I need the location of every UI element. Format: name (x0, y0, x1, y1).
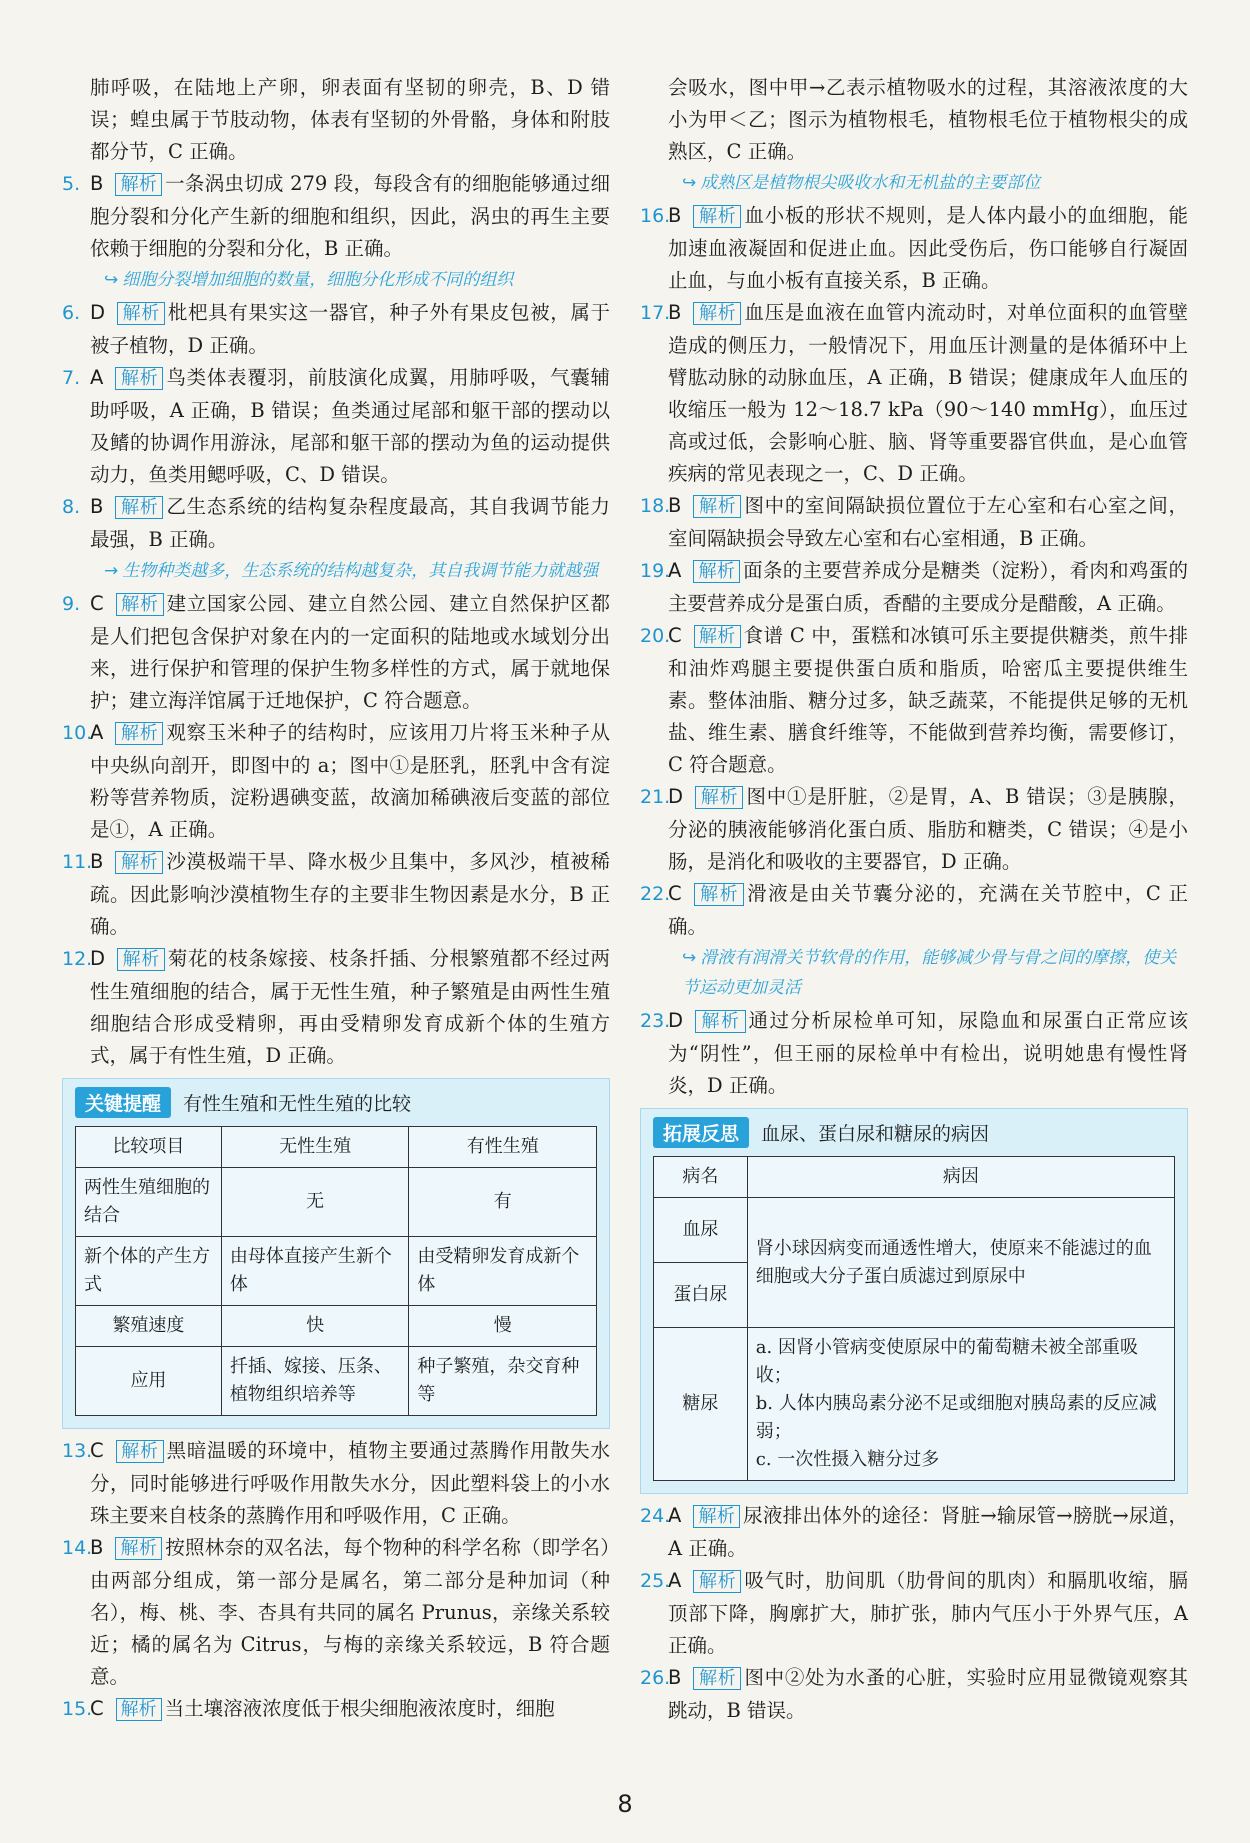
analysis-text: 一条涡虫切成 279 段，每段含有的细胞能够通过细胞分裂和分化产生新的细胞和组织，因此，涡虫的再生主要依赖于细胞的分裂和分化，B 正确。 (90, 172, 610, 260)
arrow-icon: ↪ (104, 270, 119, 290)
arrow-icon: ↪ (682, 173, 697, 193)
answer-q10: 10. A 解析 观察玉米种子的结构时，应该用刀片将玉米种子从中央纵向剖开，即图中的 a；图中①是胚乳，胚乳中含有淀粉等营养物质，淀粉遇碘变蓝，故滴加稀碘液后变蓝的部位是①，A 正确。 (62, 721, 610, 841)
left-intro: 肺呼吸，在陆地上产卵，卵表面有坚韧的卵壳，B、D 错误；蝗虫属于节肢动物，体表有坚韧的外骨骼，身体和附肢都分节，C 正确。 (90, 76, 610, 163)
answer-q18: 18. B 解析 图中的室间隔缺损位置位于左心室和右心室之间，室间隔缺损会导致左心室和右心室相通，B 正确。 (640, 494, 1188, 550)
answer-q21: 21. D 解析 图中①是肝脏，②是胃，A、B 错误；③是胰腺，分泌的胰液能够消化蛋白质、脂肪和糖类，C 错误；④是小肠，是消化和吸收的主要器官，D 正确。 (640, 785, 1188, 873)
table-header: 比较项目 (76, 1127, 222, 1168)
table-row: 蛋白尿 (654, 1263, 1175, 1328)
page-number: 8 (617, 1790, 633, 1818)
table-row: 两性生殖细胞的结合 无 有 (76, 1168, 597, 1237)
table-row: 血尿 肾小球因病变而通透性增大，使原来不能滤过的血细胞或大分子蛋白质滤过到原尿中 (654, 1198, 1175, 1263)
answer-q17: 17. B 解析 血压是血液在血管内流动时，对单位面积的血管壁造成的侧压力，一般情况下，用血压计测量的是体循环中上臂肱动脉的动脉血压，A 正确，B 错误；健康成年人血压的收缩压一般为 12～18.7 kPa（90～140 mmHg），血压过高或过低，会影响心脏、脑、肾等重要器官供血，是心血管疾病的常见表现之一，C、D 正确。 (640, 301, 1188, 485)
arrow-icon: → (104, 561, 119, 581)
answer-letter: B (90, 172, 104, 195)
answer-q9: 9. C 解析 建立国家公园、建立自然公园、建立自然保护区都是人们把包含保护对象在内的一定面积的陆地或水域划分出来，进行保护和管理的保护生物多样性的方式，属于就地保护；建立海洋馆属于迁地保护，C 符合题意。 (62, 592, 610, 712)
key-reminder-box (62, 1078, 610, 1429)
analysis-tag: 解析 (115, 173, 162, 196)
answer-q19: 19. A 解析 面条的主要营养成分是糖类（淀粉），肴肉和鸡蛋的主要营养成分是蛋白质，香醋的主要成分是醋酸，A 正确。 (640, 559, 1188, 615)
question-number: 5. (62, 173, 81, 195)
answer-q16: 16. B 解析 血小板的形状不规则，是人体内最小的血细胞，能加速血液凝固和促进止血。因此受伤后，伤口能够自行凝固止血，与血小板有直接关系，B 正确。 (640, 204, 1188, 292)
answer-q6: 6. D 解析 枇杷具有果实这一器官，种子外有果皮包被，属于被子植物，D 正确。 (62, 301, 610, 357)
extension-box (640, 1108, 1188, 1494)
left-column (62, 72, 610, 1726)
answer-q8: 8. B 解析 乙生态系统的结构复杂程度最高，其自我调节能力最强，B 正确。 (62, 495, 610, 551)
answer-q26: 26. B 解析 图中②处为水蚤的心脏，实验时应用显微镜观察其跳动，B 错误。 (640, 1666, 1188, 1722)
handwritten-note-q5: ↪ 细胞分裂增加细胞的数量，细胞分化形成不同的组织 (104, 270, 514, 290)
answer-q22: 22. C 解析 滑液是由关节囊分泌的，充满在关节腔中，C 正确。 (640, 882, 1188, 938)
handwritten-note-q8: → 生物种类越多，生态系统的结构越复杂，其自我调节能力就越强 (104, 561, 599, 581)
handwritten-note-q15: ↪ 成熟区是植物根尖吸收水和无机盐的主要部位 (682, 173, 1041, 193)
answer-q11: 11. B 解析 沙漠极端干旱、降水极少且集中，多风沙，植被稀疏。因此影响沙漠植物生存的主要非生物因素是水分，B 正确。 (62, 850, 610, 938)
answer-q20: 20. C 解析 食谱 C 中，蛋糕和冰镇可乐主要提供糖类，煎牛排和油炸鸡腿主要提供蛋白质和脂质，哈密瓜主要提供维生素。整体油脂、糖分过多，缺乏蔬菜，不能提供足够的无机盐、维生素、膳食纤维等，不能做到营养均衡，需要修订，C 符合题意。 (640, 624, 1188, 776)
answer-q25: 25. A 解析 吸气时，肋间肌（肋骨间的肌肉）和膈肌收缩，膈顶部下降，胸廓扩大，肺扩张，肺内气压小于外界气压，A 正确。 (640, 1569, 1188, 1657)
answer-q23: 23. D 解析 通过分析尿检单可知，尿隐血和尿蛋白正常应该为“阴性”，但王丽的尿检单中有检出，说明她患有慢性肾炎，D 正确。 (640, 1009, 1188, 1097)
reproduction-comparison-table (75, 1126, 597, 1416)
answer-q5 (62, 168, 610, 265)
table-row: 应用 扦插、嫁接、压条、植物组织培养等 种子繁殖，杂交育种等 (76, 1347, 597, 1416)
key-reminder-badge: 关键提醒 (75, 1087, 171, 1118)
table-header: 有性生殖 (409, 1127, 597, 1168)
handwritten-note-q22: ↪ 滑液有润滑关节软骨的作用，能够减少骨与骨之间的摩擦，使关节运动更加灵活 (682, 948, 1177, 998)
extension-title: 血尿、蛋白尿和糖尿的病因 (761, 1123, 990, 1145)
arrow-icon: ↪ (682, 948, 697, 968)
answer-q15: 15. C 解析 当土壤溶液浓度低于根尖细胞液浓度时，细胞 (62, 1697, 555, 1720)
table-row: 繁殖速度 快 慢 (76, 1306, 597, 1347)
extension-badge: 拓展反思 (653, 1117, 749, 1148)
answer-q24: 24. A 解析 尿液排出体外的途径：肾脏→输尿管→膀胱→尿道，A 正确。 (640, 1504, 1188, 1560)
answer-q12: 12. D 解析 菊花的枝条嫁接、枝条扦插、分根繁殖都不经过两性生殖细胞的结合，属于无性生殖，种子繁殖是由两性生殖细胞结合形成受精卵，再由受精卵发育成新个体的生殖方式，属于有性生殖，D 正确。 (62, 947, 610, 1067)
key-reminder-title: 有性生殖和无性生殖的比较 (183, 1093, 412, 1115)
right-column (640, 72, 1188, 1727)
urine-disease-table (653, 1156, 1175, 1481)
answer-q7: 7. A 解析 鸟类体表覆羽，前肢演化成翼，用肺呼吸，气囊辅助呼吸，A 正确，B 错误；鱼类通过尾部和躯干部的摆动以及鳍的协调作用游泳，尾部和躯干部的摆动为鱼的运动提供动力，鱼类用鳃呼吸，C、D 错误。 (62, 366, 610, 486)
table-header: 病因 (747, 1157, 1174, 1198)
table-row: 新个体的产生方式 由母体直接产生新个体 由受精卵发育成新个体 (76, 1237, 597, 1306)
table-header: 无性生殖 (221, 1127, 409, 1168)
table-row: 糖尿 a. 因肾小管病变使原尿中的葡萄糖未被全部重吸收； b. 人体内胰岛素分泌不足或细胞对胰岛素的反应减弱； c. 一次性摄入糖分过多 (654, 1328, 1175, 1481)
table-header: 病名 (654, 1157, 748, 1198)
answer-q13: 13. C 解析 黑暗温暖的环境中，植物主要通过蒸腾作用散失水分，同时能够进行呼吸作用散失水分，因此塑料袋上的小水珠主要来自枝条的蒸腾作用和呼吸作用，C 正确。 (62, 1439, 610, 1527)
right-intro: 会吸水，图中甲→乙表示植物吸水的过程，其溶液浓度的大小为甲＜乙；图示为植物根毛，植物根毛位于植物根尖的成熟区，C 正确。 (668, 76, 1188, 163)
answer-q14: 14. B 解析 按照林奈的双名法，每个物种的科学名称（即学名）由两部分组成，第一部分是属名，第二部分是种加词（种名），梅、桃、李、杏具有共同的属名 Prunus，亲缘关系较近；橘的属名为 Citrus，与梅的亲缘关系较远，B 符合题意。 (62, 1536, 610, 1688)
